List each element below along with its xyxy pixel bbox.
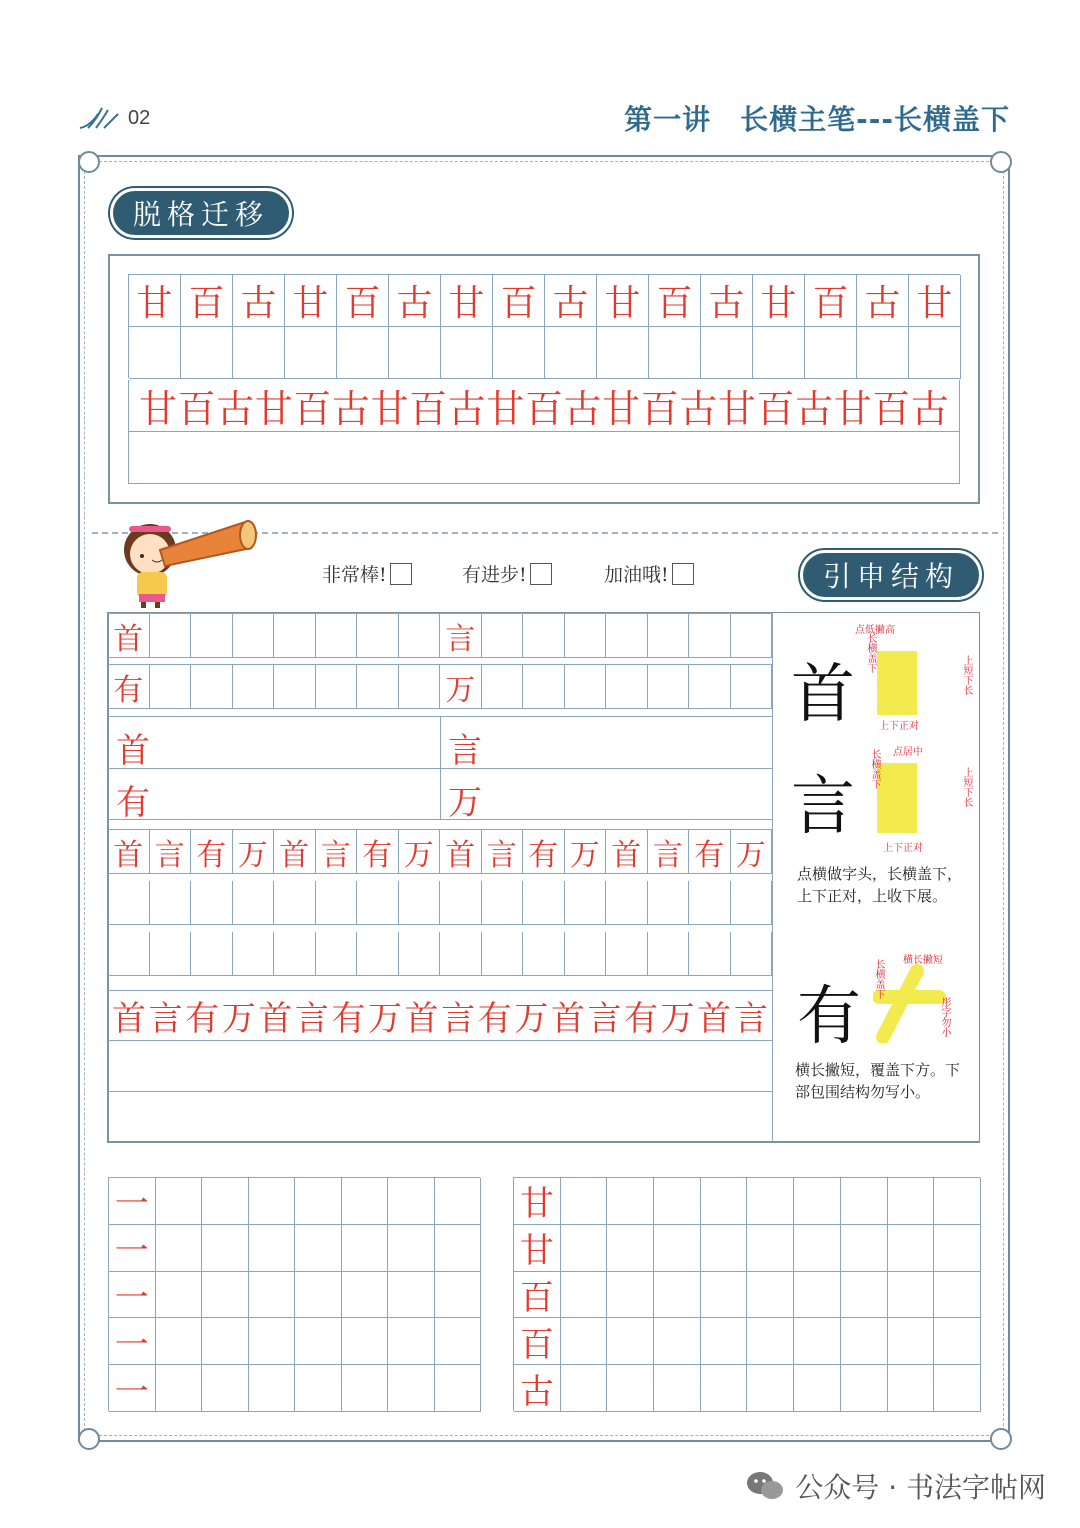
grid-cell[interactable] xyxy=(888,1225,935,1272)
free-row-char: 言 xyxy=(148,999,183,1039)
grid-cell[interactable] xyxy=(731,932,773,976)
grid-cell-char[interactable]: 万 xyxy=(731,830,773,874)
free-row-char: 首 xyxy=(404,999,439,1039)
grid-cell[interactable] xyxy=(654,1318,701,1365)
grid-cell-char[interactable]: 百 xyxy=(514,1272,561,1319)
grid-cell[interactable] xyxy=(399,932,441,976)
grid-cell[interactable] xyxy=(841,1365,888,1412)
grid-cell[interactable] xyxy=(747,1365,794,1412)
grid-cell[interactable] xyxy=(794,1318,841,1365)
grid-cell-char[interactable]: 一 xyxy=(109,1365,156,1412)
grid-cell-char[interactable]: 言 xyxy=(440,614,482,658)
grid-cell[interactable] xyxy=(654,1225,701,1272)
grid-cell[interactable] xyxy=(794,1225,841,1272)
guide-note: 上短下长 xyxy=(961,655,972,695)
grid-cell[interactable] xyxy=(435,1225,482,1272)
plain-row-lead-char: 有 xyxy=(116,783,150,823)
grid-cell[interactable] xyxy=(249,1365,296,1412)
grid-cell[interactable] xyxy=(753,327,805,379)
guide-char: 言 xyxy=(791,770,855,844)
grid-cell[interactable] xyxy=(654,1365,701,1412)
grid-cell[interactable] xyxy=(316,881,358,925)
free-row-char: 万 xyxy=(368,999,403,1039)
grid-cell[interactable] xyxy=(747,1272,794,1319)
page-number: 02 xyxy=(128,106,151,129)
grid-cell[interactable] xyxy=(561,1272,608,1319)
grid-cell[interactable] xyxy=(565,665,607,709)
free-row-char: 言 xyxy=(441,999,476,1039)
grid-cell[interactable] xyxy=(747,1178,794,1225)
wechat-icon xyxy=(745,1470,785,1502)
grid-cell[interactable] xyxy=(565,614,607,658)
practice-free-rows xyxy=(108,990,772,1142)
grid-cell-char[interactable]: 万 xyxy=(440,665,482,709)
grid-cell[interactable] xyxy=(357,665,399,709)
grid-cell[interactable] xyxy=(233,614,275,658)
grid-cell[interactable] xyxy=(233,665,275,709)
free-row-char: 百 xyxy=(756,387,795,431)
grid-cell[interactable] xyxy=(249,1178,296,1225)
grid-cell-char[interactable]: 言 xyxy=(150,830,192,874)
grid-cell[interactable] xyxy=(731,881,773,925)
grid-cell-char[interactable]: 言 xyxy=(648,830,690,874)
grid-cell[interactable] xyxy=(156,1178,203,1225)
stroke-practice-grid xyxy=(108,1177,480,1411)
grid-cell-char[interactable]: 言 xyxy=(316,830,358,874)
grid-cell-char[interactable]: 百 xyxy=(514,1318,561,1365)
grid-cell-char[interactable]: 古 xyxy=(545,275,597,327)
grid-cell[interactable] xyxy=(274,932,316,976)
grid-cell-char[interactable]: 首 xyxy=(440,830,482,874)
grid-cell[interactable] xyxy=(523,614,565,658)
grid-cell[interactable] xyxy=(857,327,909,379)
free-row-char: 甘 xyxy=(254,387,293,431)
grid-cell[interactable] xyxy=(561,1225,608,1272)
grid-cell[interactable] xyxy=(342,1272,389,1319)
rating-progress-label: 有进步! xyxy=(462,564,527,586)
grid-cell-char[interactable]: 言 xyxy=(482,830,524,874)
rating-great-checkbox[interactable] xyxy=(390,563,412,585)
grid-cell[interactable] xyxy=(295,1178,342,1225)
grid-cell[interactable] xyxy=(337,327,389,379)
free-row-char: 有 xyxy=(477,999,512,1039)
watermark-text: 公众号 · 书法字帖网 xyxy=(795,1471,1046,1504)
grid-cell[interactable] xyxy=(249,1225,296,1272)
transfer-grid xyxy=(128,274,960,378)
free-row-char: 古 xyxy=(563,387,602,431)
free-row-char: 万 xyxy=(514,999,549,1039)
grid-cell[interactable] xyxy=(597,327,649,379)
grid-cell[interactable] xyxy=(482,932,524,976)
grid-cell-char[interactable]: 甘 xyxy=(514,1225,561,1272)
grid-cell[interactable] xyxy=(701,1178,748,1225)
grid-cell[interactable] xyxy=(295,1365,342,1412)
grid-cell-char[interactable]: 百 xyxy=(493,275,545,327)
grid-cell[interactable] xyxy=(435,1365,482,1412)
section-label-transfer: 脱格迁移 xyxy=(110,188,292,238)
grid-cell[interactable] xyxy=(150,932,192,976)
grid-cell[interactable] xyxy=(747,1318,794,1365)
grid-cell[interactable] xyxy=(342,1365,389,1412)
grid-cell[interactable] xyxy=(805,327,857,379)
guide-tip: 横长撇短，覆盖下方。下部包围结构勿写小。 xyxy=(795,1061,961,1101)
free-row-char: 万 xyxy=(660,999,695,1039)
grid-cell[interactable] xyxy=(233,881,275,925)
grid-cell[interactable] xyxy=(202,1272,249,1319)
free-row-char: 甘 xyxy=(602,387,641,431)
free-row-char: 百 xyxy=(177,387,216,431)
guide-char: 有 xyxy=(797,980,861,1054)
free-row-char: 首 xyxy=(550,999,585,1039)
grid-cell[interactable] xyxy=(482,614,524,658)
grid-cell[interactable] xyxy=(435,1318,482,1365)
free-row-char: 古 xyxy=(679,387,718,431)
grid-cell[interactable] xyxy=(191,614,233,658)
grid-cell[interactable] xyxy=(561,1178,608,1225)
grid-cell[interactable] xyxy=(316,665,358,709)
grid-cell[interactable] xyxy=(399,881,441,925)
grid-cell-char[interactable]: 万 xyxy=(399,830,441,874)
grid-cell[interactable] xyxy=(202,1318,249,1365)
girl-telescope-illustration xyxy=(115,508,265,608)
grid-cell-char[interactable]: 有 xyxy=(689,830,731,874)
grid-cell[interactable] xyxy=(607,1225,654,1272)
grid-cell[interactable] xyxy=(191,665,233,709)
grid-cell-char[interactable]: 古 xyxy=(389,275,441,327)
grid-cell[interactable] xyxy=(934,1178,981,1225)
grid-cell[interactable] xyxy=(701,327,753,379)
grid-cell[interactable] xyxy=(731,614,773,658)
grid-cell[interactable] xyxy=(482,881,524,925)
grid-cell[interactable] xyxy=(316,614,358,658)
grid-cell[interactable] xyxy=(606,614,648,658)
grid-cell[interactable] xyxy=(388,1178,435,1225)
free-row-char: 百 xyxy=(293,387,332,431)
guide-note: 上下正对 xyxy=(883,843,923,854)
grid-cell-char[interactable]: 古 xyxy=(514,1365,561,1412)
grid-cell[interactable] xyxy=(274,881,316,925)
grid-cell-char[interactable]: 甘 xyxy=(597,275,649,327)
grid-cell[interactable] xyxy=(233,327,285,379)
grid-cell[interactable] xyxy=(150,614,192,658)
plain-row-lead-char: 首 xyxy=(116,731,150,771)
grid-cell[interactable] xyxy=(357,881,399,925)
grid-cell-char[interactable]: 甘 xyxy=(441,275,493,327)
grid-cell[interactable] xyxy=(561,1365,608,1412)
guide-note: 长横盖下 xyxy=(869,749,880,789)
grid-cell[interactable] xyxy=(607,1272,654,1319)
free-row-char: 首 xyxy=(697,999,732,1039)
grid-cell[interactable] xyxy=(648,614,690,658)
grid-cell[interactable] xyxy=(249,1272,296,1319)
guide-highlight xyxy=(877,651,917,715)
free-row-char: 有 xyxy=(624,999,659,1039)
transfer-blank-row xyxy=(128,432,960,484)
grid-cell[interactable] xyxy=(841,1272,888,1319)
grid-cell[interactable] xyxy=(701,1318,748,1365)
grid-cell[interactable] xyxy=(388,1318,435,1365)
grid-cell[interactable] xyxy=(523,932,565,976)
grid-cell[interactable] xyxy=(156,1318,203,1365)
grid-cell[interactable] xyxy=(606,665,648,709)
grid-cell[interactable] xyxy=(606,932,648,976)
section-label-extension: 引申结构 xyxy=(800,550,982,600)
free-row-char: 百 xyxy=(640,387,679,431)
grid-cell[interactable] xyxy=(606,881,648,925)
grid-cell[interactable] xyxy=(129,327,181,379)
practice-grid-row xyxy=(108,664,772,708)
grid-cell[interactable] xyxy=(274,665,316,709)
plain-row-lead-char: 万 xyxy=(448,783,482,823)
grid-cell[interactable] xyxy=(689,614,731,658)
grid-cell-char[interactable]: 百 xyxy=(181,275,233,327)
grid-cell[interactable] xyxy=(156,1225,203,1272)
grid-cell[interactable] xyxy=(285,327,337,379)
transfer-free-row xyxy=(128,380,960,432)
grid-cell[interactable] xyxy=(388,1225,435,1272)
guide-note: 横长撇短 xyxy=(903,955,943,966)
grid-cell[interactable] xyxy=(701,1365,748,1412)
grid-cell[interactable] xyxy=(565,932,607,976)
grid-cell[interactable] xyxy=(440,932,482,976)
guide-tip: 点横做字头，长横盖下，上下正对，上收下展。 xyxy=(797,865,963,905)
grid-cell[interactable] xyxy=(934,1272,981,1319)
grid-cell[interactable] xyxy=(316,932,358,976)
grid-cell[interactable] xyxy=(181,327,233,379)
grid-cell[interactable] xyxy=(435,1272,482,1319)
free-row-char: 首 xyxy=(112,999,146,1039)
grid-cell[interactable] xyxy=(150,881,192,925)
free-row-char: 言 xyxy=(294,999,329,1039)
free-row-char: 首 xyxy=(258,999,293,1039)
grid-cell[interactable] xyxy=(399,614,441,658)
grid-cell-char[interactable]: 甘 xyxy=(514,1178,561,1225)
grid-cell[interactable] xyxy=(388,1365,435,1412)
grid-cell-char[interactable]: 古 xyxy=(857,275,909,327)
grid-cell-char[interactable]: 甘 xyxy=(909,275,961,327)
grid-cell-char[interactable]: 万 xyxy=(233,830,275,874)
grid-cell-char[interactable]: 甘 xyxy=(753,275,805,327)
grid-cell[interactable] xyxy=(649,327,701,379)
grid-cell[interactable] xyxy=(545,327,597,379)
grid-cell[interactable] xyxy=(202,1365,249,1412)
grid-cell[interactable] xyxy=(689,932,731,976)
grid-cell[interactable] xyxy=(794,1365,841,1412)
grid-cell[interactable] xyxy=(607,1178,654,1225)
corner-ornament xyxy=(78,151,100,173)
grid-cell[interactable] xyxy=(888,1272,935,1319)
grid-cell-char[interactable]: 百 xyxy=(337,275,389,327)
practice-plain-rows xyxy=(108,716,772,823)
rating-progress xyxy=(462,560,552,587)
rating-keep-going-checkbox[interactable] xyxy=(672,563,694,585)
guide-note: 彤字勿小 xyxy=(939,997,950,1037)
free-row-char: 古 xyxy=(331,387,370,431)
grid-cell[interactable] xyxy=(654,1178,701,1225)
free-row-char: 甘 xyxy=(717,387,756,431)
grid-cell[interactable] xyxy=(249,1318,296,1365)
free-row-char: 百 xyxy=(409,387,448,431)
page-title: 第一讲 长横主笔---长横盖下 xyxy=(624,103,1010,136)
guide-note: 上短下长 xyxy=(961,767,972,807)
rating-keep-going xyxy=(604,560,694,587)
grid-cell[interactable] xyxy=(156,1365,203,1412)
grid-cell[interactable] xyxy=(108,932,150,976)
grass-icon xyxy=(78,106,122,130)
grid-cell[interactable] xyxy=(794,1272,841,1319)
free-row-char: 有 xyxy=(185,999,220,1039)
grid-cell[interactable] xyxy=(607,1365,654,1412)
guide-note: 长横盖下 xyxy=(865,633,876,673)
grid-cell[interactable] xyxy=(389,327,441,379)
grid-cell[interactable] xyxy=(648,881,690,925)
structure-guide-panel xyxy=(772,613,979,1141)
grid-cell[interactable] xyxy=(934,1318,981,1365)
grid-cell-char[interactable]: 一 xyxy=(109,1178,156,1225)
corner-ornament xyxy=(990,151,1012,173)
free-row-char: 古 xyxy=(795,387,834,431)
grid-cell-char[interactable]: 首 xyxy=(274,830,316,874)
free-row-char: 甘 xyxy=(833,387,872,431)
grid-cell[interactable] xyxy=(888,1365,935,1412)
grid-cell[interactable] xyxy=(794,1178,841,1225)
free-row-char: 百 xyxy=(524,387,563,431)
grid-cell[interactable] xyxy=(233,932,275,976)
grid-cell[interactable] xyxy=(342,1318,389,1365)
grid-cell[interactable] xyxy=(648,665,690,709)
grid-cell[interactable] xyxy=(689,665,731,709)
grid-cell[interactable] xyxy=(295,1318,342,1365)
free-row-char: 有 xyxy=(331,999,366,1039)
grid-cell-char[interactable]: 一 xyxy=(109,1318,156,1365)
grid-cell[interactable] xyxy=(648,932,690,976)
grid-cell[interactable] xyxy=(747,1225,794,1272)
practice-grid-row xyxy=(108,613,772,657)
corner-ornament xyxy=(78,1428,100,1450)
grid-cell[interactable] xyxy=(523,881,565,925)
grid-cell[interactable] xyxy=(561,1318,608,1365)
rating-great xyxy=(322,560,412,587)
grid-cell-char[interactable]: 首 xyxy=(108,614,150,658)
grid-cell-char[interactable]: 有 xyxy=(357,830,399,874)
grid-cell[interactable] xyxy=(841,1225,888,1272)
guide-note: 长横盖下 xyxy=(873,959,884,999)
grid-cell[interactable] xyxy=(888,1318,935,1365)
grid-cell-char[interactable]: 一 xyxy=(109,1225,156,1272)
rating-keep-going-label: 加油哦! xyxy=(604,564,669,586)
grid-cell[interactable] xyxy=(342,1178,389,1225)
corner-ornament xyxy=(990,1428,1012,1450)
guide-note: 点居中 xyxy=(893,747,923,758)
grid-cell[interactable] xyxy=(435,1178,482,1225)
free-row-char: 古 xyxy=(910,387,949,431)
watermark xyxy=(745,1466,1046,1506)
grid-cell-char[interactable]: 古 xyxy=(701,275,753,327)
free-row-char: 言 xyxy=(733,999,768,1039)
grid-cell[interactable] xyxy=(440,881,482,925)
grid-cell[interactable] xyxy=(523,665,565,709)
char-practice-grid xyxy=(513,1177,980,1411)
grid-cell-char[interactable]: 甘 xyxy=(285,275,337,327)
grid-cell[interactable] xyxy=(493,327,545,379)
grid-cell[interactable] xyxy=(934,1365,981,1412)
grid-cell[interactable] xyxy=(274,614,316,658)
grid-cell[interactable] xyxy=(357,614,399,658)
grid-cell[interactable] xyxy=(654,1272,701,1319)
grid-cell[interactable] xyxy=(202,1225,249,1272)
grid-cell[interactable] xyxy=(202,1178,249,1225)
grid-cell[interactable] xyxy=(701,1225,748,1272)
free-row-char: 万 xyxy=(221,999,256,1039)
grid-cell[interactable] xyxy=(888,1178,935,1225)
rating-great-label: 非常棒! xyxy=(322,564,387,586)
grid-cell[interactable] xyxy=(565,881,607,925)
grid-cell[interactable] xyxy=(482,665,524,709)
grid-cell-char[interactable]: 有 xyxy=(191,830,233,874)
guide-char: 首 xyxy=(791,658,855,732)
grid-cell-char[interactable]: 首 xyxy=(606,830,648,874)
grid-cell[interactable] xyxy=(441,327,493,379)
free-row-char: 甘 xyxy=(370,387,409,431)
grid-cell-char[interactable]: 有 xyxy=(523,830,565,874)
grid-cell[interactable] xyxy=(342,1225,389,1272)
grid-cell[interactable] xyxy=(841,1318,888,1365)
grid-cell[interactable] xyxy=(689,881,731,925)
grid-cell[interactable] xyxy=(191,932,233,976)
grid-cell-char[interactable]: 百 xyxy=(649,275,701,327)
grid-cell[interactable] xyxy=(731,665,773,709)
free-row-char: 古 xyxy=(447,387,486,431)
grid-cell[interactable] xyxy=(156,1272,203,1319)
grid-cell[interactable] xyxy=(388,1272,435,1319)
page-header xyxy=(78,106,150,130)
free-row-char: 言 xyxy=(587,999,622,1039)
grid-cell-char[interactable]: 首 xyxy=(108,830,150,874)
free-row-char: 古 xyxy=(216,387,255,431)
grid-cell-char[interactable]: 有 xyxy=(108,665,150,709)
grid-cell[interactable] xyxy=(357,932,399,976)
grid-cell-char[interactable]: 万 xyxy=(565,830,607,874)
grid-cell[interactable] xyxy=(399,665,441,709)
practice-char-grid xyxy=(108,829,772,981)
free-row-char: 甘 xyxy=(486,387,525,431)
grid-cell[interactable] xyxy=(607,1318,654,1365)
grid-cell[interactable] xyxy=(295,1225,342,1272)
rating-progress-checkbox[interactable] xyxy=(530,563,552,585)
grid-cell-char[interactable]: 古 xyxy=(233,275,285,327)
grid-cell-char[interactable]: 百 xyxy=(805,275,857,327)
grid-cell[interactable] xyxy=(295,1272,342,1319)
grid-cell[interactable] xyxy=(108,881,150,925)
grid-cell-char[interactable]: 一 xyxy=(109,1272,156,1319)
guide-note: 点低撇高 xyxy=(855,625,895,636)
free-row-char: 百 xyxy=(872,387,911,431)
grid-cell[interactable] xyxy=(191,881,233,925)
grid-cell-char[interactable]: 甘 xyxy=(129,275,181,327)
grid-cell[interactable] xyxy=(934,1225,981,1272)
free-row-char: 甘 xyxy=(139,387,178,431)
grid-cell[interactable] xyxy=(150,665,192,709)
plain-row-lead-char: 言 xyxy=(448,731,482,771)
guide-highlight xyxy=(877,763,917,833)
grid-cell[interactable] xyxy=(841,1178,888,1225)
grid-cell[interactable] xyxy=(701,1272,748,1319)
guide-note: 上下正对 xyxy=(879,721,919,732)
grid-cell[interactable] xyxy=(909,327,961,379)
